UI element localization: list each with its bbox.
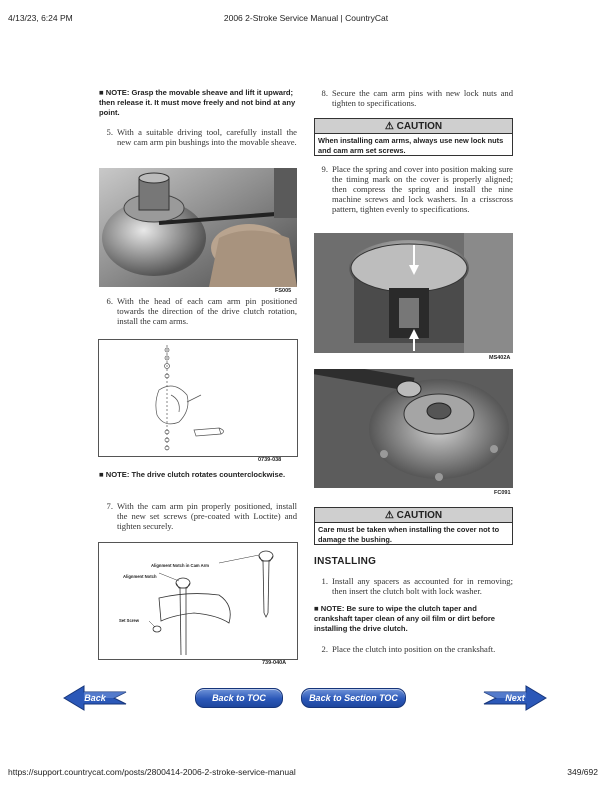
note-bullet-icon: ■ bbox=[314, 604, 319, 613]
photo-driving-tool bbox=[99, 168, 297, 287]
label-notch-cam-arm: Alignment Notch in Cam Arm bbox=[151, 563, 210, 568]
print-url: https://support.countrycat.com/posts/2800414-2006-2-stroke-service-manual bbox=[8, 767, 296, 777]
step-number: 9. bbox=[321, 164, 328, 174]
note-wipe-taper bbox=[314, 604, 513, 634]
step-text: Place the spring and cover into position making sure the timing mark on the cover is properly aligned; then compress the spring and install the nine machine screws and lock washers. In a crisscross pattern, tighten evenly to specifications. bbox=[332, 164, 513, 214]
warning-triangle-icon: ⚠ bbox=[384, 510, 394, 521]
caution-header bbox=[314, 118, 513, 134]
note-bullet-icon: ■ bbox=[99, 88, 104, 97]
step-number: 1. bbox=[321, 576, 328, 586]
step-5 bbox=[99, 127, 297, 147]
back-to-toc-button[interactable] bbox=[195, 688, 283, 708]
diagram-caption: 739-040A bbox=[262, 660, 287, 666]
section-title-installing: INSTALLING bbox=[314, 556, 377, 567]
photo-ratchet-clutch bbox=[314, 369, 513, 488]
step-text: Secure the cam arm pins with new lock nuts and tighten to specifications. bbox=[332, 88, 513, 108]
note-grasp-sheave bbox=[99, 88, 296, 118]
photo-caption: FC091 bbox=[494, 490, 511, 496]
step-9 bbox=[314, 164, 513, 214]
note-rotation bbox=[99, 470, 299, 480]
step-number: 8. bbox=[321, 88, 328, 98]
diagram-cam-arm-exploded bbox=[98, 339, 298, 457]
back-button[interactable] bbox=[62, 684, 128, 712]
print-title: 2006 2-Stroke Service Manual | CountryCat bbox=[223, 13, 389, 23]
diagram-cam-arm-drawing bbox=[99, 340, 297, 456]
back-to-section-toc-label: Back to Section TOC bbox=[309, 693, 398, 703]
note-text: NOTE: Grasp the movable sheave and lift it upward; then release it. It must move freely and not bind at any point. bbox=[99, 88, 296, 117]
photo-spring-cover bbox=[314, 233, 513, 353]
label-alignment-notch: Alignment Notch bbox=[123, 574, 157, 579]
step-text: Install any spacers as accounted for in removing; then insert the clutch bolt with lock washer. bbox=[332, 576, 513, 596]
step-text: With the cam arm pin properly positioned, install the new set screws (pre-coated with Loctite) and tighten securely. bbox=[117, 501, 297, 531]
step-number: 6. bbox=[106, 296, 113, 306]
step-number: 7. bbox=[106, 501, 113, 511]
step-text: Place the clutch into position on the crankshaft. bbox=[332, 644, 496, 654]
note-text: NOTE: Be sure to wipe the clutch taper and crankshaft taper clean of any oil film or dirt before installing the drive clutch. bbox=[314, 604, 496, 633]
step-number: 2. bbox=[321, 644, 328, 654]
install-step-1 bbox=[314, 576, 513, 596]
photo-ratchet-clutch-image bbox=[314, 369, 513, 488]
back-label: Back bbox=[84, 693, 106, 703]
step-7 bbox=[99, 501, 297, 531]
photo-spring-cover-image bbox=[314, 233, 513, 353]
caution-body: Care must be taken when installing the cover not to damage the bushing. bbox=[314, 523, 513, 545]
step-text: With the head of each cam arm pin positioned towards the direction of the drive clutch rotation, install the cam arms. bbox=[117, 296, 297, 326]
next-button[interactable] bbox=[482, 684, 548, 712]
diagram-alignment-drawing bbox=[99, 543, 297, 659]
label-set-screw: Set Screw bbox=[119, 618, 140, 623]
photo-caption: FS005 bbox=[275, 288, 292, 294]
photo-driving-tool-image bbox=[99, 168, 297, 287]
diagram-caption: 0739-038 bbox=[258, 457, 282, 463]
caution-title: CAUTION bbox=[396, 121, 443, 132]
install-step-2 bbox=[314, 644, 513, 654]
photo-caption: MS402A bbox=[489, 355, 511, 361]
print-datetime: 4/13/23, 6:24 PM bbox=[8, 13, 73, 23]
diagram-alignment-notch bbox=[98, 542, 298, 660]
next-label: Next bbox=[505, 693, 525, 703]
step-number: 5. bbox=[106, 127, 113, 137]
caution-header bbox=[314, 507, 513, 523]
caution-title: CAUTION bbox=[396, 510, 443, 521]
note-text: NOTE: The drive clutch rotates counterclockwise. bbox=[105, 470, 286, 479]
step-8 bbox=[314, 88, 513, 108]
back-to-toc-label: Back to TOC bbox=[212, 693, 266, 703]
step-6 bbox=[99, 296, 297, 326]
step-text: With a suitable driving tool, carefully install the new cam arm pin bushings into the movable sheave. bbox=[117, 127, 297, 147]
back-to-section-toc-button[interactable] bbox=[301, 688, 406, 708]
caution-body: When installing cam arms, always use new lock nuts and cam arm set screws. bbox=[314, 134, 513, 156]
print-page-number: 349/692 bbox=[567, 767, 598, 777]
note-bullet-icon: ■ bbox=[99, 470, 104, 479]
warning-triangle-icon: ⚠ bbox=[384, 121, 394, 132]
